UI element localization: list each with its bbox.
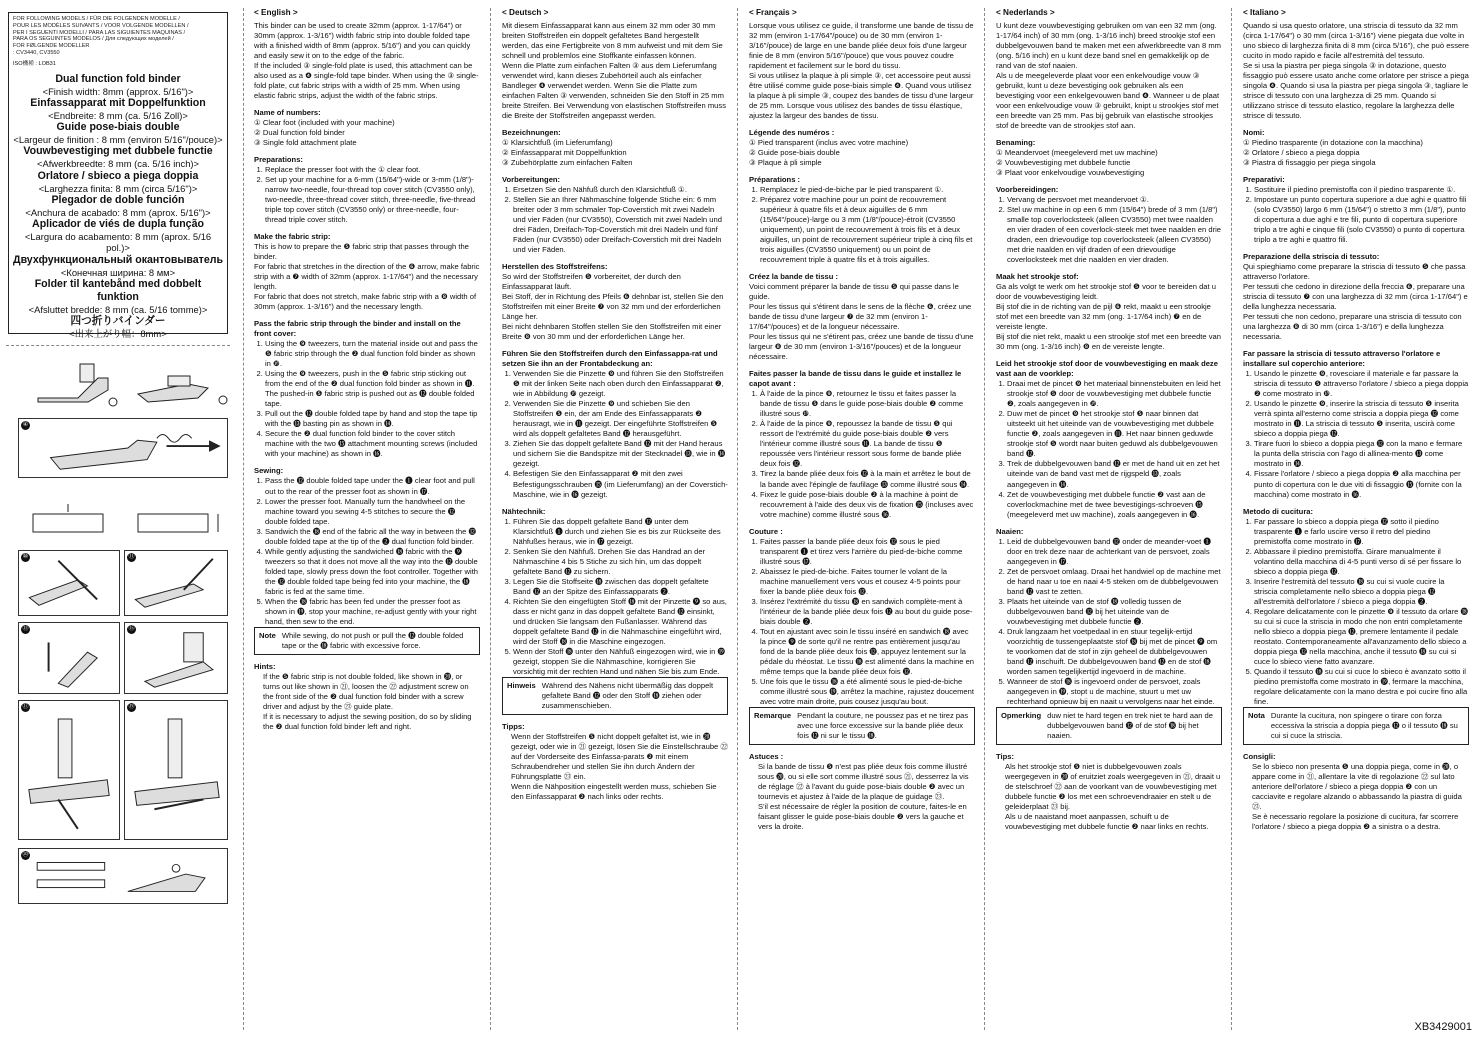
- step-item: 2. Set up your machine for a 6-mm (15/64")-wide or 3-mm (1/8")-narrow two-needle, four-thread top cover stitch (CV3550 only), two-needle, three-thread cover stitch, three-needle, five-thread triple top cover stitch (CV3550 only) or three-needle, four-thread triple cover stitch.: [265, 175, 480, 225]
- section-heading: Voorbereidingen:: [996, 185, 1059, 195]
- step-item: 4. Fixez le guide pose-biais double ❷ à la machine à point de recouvrement à l'aide des deux vis de fixation ⓯ (incluses avec votre machine) comme illustré sous ⓰.: [760, 490, 975, 520]
- step-list: [996, 195, 1222, 265]
- figure-badge: ⑰: [22, 704, 29, 710]
- tweezers-illustration: [19, 551, 119, 615]
- note-label: Note: [259, 630, 276, 640]
- section-heading: Naaien:: [996, 526, 1024, 536]
- part-name: ② Dual function fold binder: [254, 127, 345, 137]
- body-text: Pour les tissus qui s'étirent dans le sens de la flèche ❻, créez une bande de tissu d'une largeur ❼ de 32 mm (environ 1-17/64"/pouces) et de la longueur nécessaire.: [749, 302, 972, 332]
- title-de: Einfassapparat mit Doppelfunktion: [30, 97, 206, 110]
- subtitle-nl: <Afwerkbreedte: 8 mm (ca. 5/16 inch)>: [36, 158, 200, 170]
- figure-11: [124, 550, 228, 616]
- step-item: 4. Fissare l'orlatore / sbieco a piega doppia ❷ alla macchina per punto di copertura con le due viti di fissaggio ⓯ (fornite con la macchina) come mostrato in ⓰.: [1254, 469, 1469, 499]
- section-heading: Pass the fabric strip through the binder and install on the front cover:: [254, 319, 461, 339]
- section-heading: Vorbereitungen:: [502, 175, 561, 185]
- step-list: [254, 165, 480, 225]
- section-heading: Führen Sie den Stoffstreifen durch den Einfassappa-rat und setzen Sie ihn an der Frontabdeckung an:: [502, 349, 718, 369]
- step-item: 5. Wanneer de stof ⓲ is ingevoerd onder de persvoet, zoals aangegeven in ⓳, stopt u de machine, stuurt u met uw rechterhand opnieuw bij en naait u vervolgens naar het einde.: [1007, 677, 1222, 707]
- note-box: [254, 627, 480, 655]
- section-heading: Far passare la striscia di tessuto attraverso l'orlatore e installare sul coperchio anteriore:: [1243, 349, 1441, 369]
- title-ja: 四つ折りバインダー: [70, 314, 166, 327]
- left-divider: [6, 345, 230, 346]
- section-heading: Leid het strookje stof door de vouwbevestiging en maak deze vast aan de voorklep:: [996, 359, 1218, 379]
- step-item: 1. Usando le pinzette ❾, rovesciare il materiale e far passare la striscia di tessuto ❺ attraverso l'orlatore / sbieco a piega doppia ❷ come mostrato in ❿.: [1254, 369, 1469, 399]
- section-heading: Maak het strookje stof:: [996, 272, 1079, 282]
- step-item: 1. Verwenden Sie die Pinzette ❾ und führen Sie den Stoffstreifen ❺ mit der linken Seite nach oben durch den Einfassapparat ❷, wie in Abbildung ❿ gezeigt.: [513, 369, 728, 399]
- body-text: Voici comment préparer la bande de tissu ❺ qui passe dans le guide.: [749, 282, 959, 302]
- note-label: Opmerking: [1001, 710, 1042, 720]
- language-heading: < Nederlands >: [996, 8, 1055, 17]
- part-name: ② Einfassapparat mit Doppelfunktion: [502, 148, 627, 158]
- step-list: [254, 476, 480, 626]
- model-line: PARA OS SEGUINTES MODELOS / Для следующих моделей /: [13, 36, 174, 43]
- binder-illustration: [19, 419, 227, 477]
- body-text: Per tessuti che cedono in direzione della freccia ❻, preparare una striscia di tessuto ❼ con una larghezza di 32 mm (circa 1-17/64") e della lunghezza necessaria.: [1243, 282, 1468, 312]
- section-heading: Metodo di cucitura:: [1243, 506, 1314, 516]
- step-item: 2. Impostare un punto copertura superiore a due aghi e quattro fili (solo CV3550) largo 6 mm (15/64") o stretto 3 mm (1/8"), punto di copertura a due aghi e tre fili, punto di copertura superiore triplo a tre aghi e cinque fili (solo CV3550) o punto di copertura triplo a tre aghi e quattro fili.: [1254, 195, 1469, 245]
- intro-paragraph: If the included ③ single-fold plate is used, this attachment can be also used as a ❹ single-fold tape binder. When using the ③ single-fold plate, cut fabric strips with a width of 25 mm. When using elastic fabric strips, adjust the width of the fabric strips.: [254, 60, 479, 100]
- section-heading: Couture :: [749, 526, 783, 536]
- multilingual-titles: [13, 73, 223, 339]
- nederlands-column: [996, 8, 1222, 1028]
- subtitle-pt: <Largura do acabamento: 8 mm (aprox. 5/16 pol.)>: [24, 231, 212, 254]
- title-nl: Vouwbevestiging met dubbele functie: [23, 145, 213, 158]
- intro-paragraph: Quando si usa questo orlatore, una striscia di tessuto da 32 mm (circa 1-17/64") o 30 mm (circa 1-3/16") viene piegata due volte in uno sbieco di larghezza finita di 8 mm (circa 5/16"), che può essere cucito in modo rapido e facile all'estremità del tessuto.: [1243, 20, 1469, 60]
- step-item: 3. Legen Sie die Stoffseite ⓲ zwischen das doppelt gefaltete Band ⓬ an der Spitze des Einfassapparats ❷.: [513, 577, 728, 597]
- step-item: 3. Inserire l'estremità del tessuto ⓲ su cui si vuole cucire la striscia completamente nello sbieco a doppia piega ⓬ all'estremità dell'orlatore / sbieco a piega doppia ❷.: [1254, 577, 1469, 607]
- part-name: ① Klarsichtfuß (im Lieferumfang): [502, 138, 613, 147]
- note-box: [502, 677, 728, 715]
- step-list: [502, 185, 728, 255]
- step-item: 1. Faites passer la bande pliée deux fois ⓬ sous le pied transparent ❶ et tirez vers l'arrière du pied-de-biche comme illustré sous ⓱.: [760, 537, 975, 567]
- body-text: Bei Stoff, der in Richtung des Pfeils ❻ dehnbar ist, stellen Sie den Stoffstreifen mit einer Breite ❼ von 32 mm und der erforderlichen Länge her.: [502, 292, 724, 322]
- note-box: [749, 707, 975, 745]
- part-name: ① Piedino trasparente (in dotazione con la macchina): [1243, 138, 1423, 147]
- section-heading: Make the fabric strip:: [254, 232, 331, 242]
- body-text: Bei nicht dehnbaren Stoffen stellen Sie den Stoffstreifen mit einer Breite ❽ von 30 mm und der erforderlichen Länge her.: [502, 322, 722, 342]
- step-item: 2. Stel uw machine in op een 6 mm (15/64") brede of 3 mm (1/8") smalle top coverlocksteek (alleen CV3550) met twee naalden en vier draden of een coverlock-steek met twee naalden en drie draden, een drievoudige top coverlocksteek (alleen CV3550) met drie naalden en vijf draden of een drievoudige coverlocksteek met drie naalden en vier draden.: [1007, 205, 1222, 265]
- subtitle-ja: <出来上がり幅：8mm>: [69, 327, 167, 339]
- step-list: [254, 339, 480, 459]
- hint-item: • Als u de naaistand moet aanpassen, schuift u de vouwbevestiging met dubbele functie ❷ naar links en rechts.: [1005, 812, 1222, 832]
- step-item: 1. Remplacez le pied-de-biche par le pied transparent ①.: [760, 185, 975, 195]
- step-item: 4. Zet de vouwbevestiging met dubbele functie ❷ vast aan de coverlockmachine met de twee bevestigings-schroeven ⓯ (meegeleverd met uw machine), zoals aangegeven in ⓰.: [1007, 490, 1222, 520]
- step-item: 4. Regolare delicatamente con le pinzette ❾ il tessuto da orlare ⓲ su cui si cuce la striscia in modo che non entri completamente nello sbieco a doppia piega ⓬, premere lentamente il pedale reostato. Contemporaneamente all'avanzamento dello sbieco a doppia piega ⓬ nella macchina, anche il tessuto ⓲ su cui si cuce lo sbieco viene fatto avanzare.: [1254, 607, 1469, 667]
- section-heading: Bezeichnungen:: [502, 127, 561, 137]
- note-box: [1243, 707, 1469, 745]
- step-list: [502, 517, 728, 677]
- body-text: This is how to prepare the ❺ fabric strip that passes through the binder.: [254, 242, 469, 262]
- model-line: POUR LES MODÈLES SUIVANTS / VOOR VOLGENDE MODELLEN /: [13, 22, 189, 29]
- italiano-column: [1243, 8, 1469, 1028]
- figure-10: [18, 550, 120, 616]
- subtitle-de: <Endbreite: 8 mm (ca. 5/16 Zoll)>: [48, 110, 188, 121]
- step-item: 3. Tirez la bande pliée deux fois ⓬ à la main et arrêtez le bout de la bande avec l'épingle de faufilage ⓭ comme illustré sous ⓮.: [760, 469, 975, 489]
- section-heading: Preparativi:: [1243, 175, 1285, 185]
- step-item: 2. Lower the presser foot. Manually turn the handwheel on the machine toward you sewing 4-5 stitches to secure the ⓬ double folded tape.: [265, 497, 480, 527]
- hint-list: [749, 762, 975, 832]
- step-item: 3. Plaats het uiteinde van de stof ⓲ volledig tussen de dubbelgevouwen band ⓬ bij het uiteinde van de vouwbevestiging met dubbele functie ❷.: [1007, 597, 1222, 627]
- note-label: Hinweis: [507, 680, 536, 690]
- step-item: 5. Quando il tessuto ⓲ su cui si cuce lo sbieco è avanzato sotto il piedino premistoffa come mostrato in ⓳, fermare la macchina, regolare delicatamente con la mano destra e poi cucire fino alla fine.: [1254, 667, 1469, 707]
- sewing-illustration: [19, 701, 119, 839]
- step-item: 4. Secure the ❷ dual function fold binder to the cover stitch machine with the two ⓯ attachment mounting screws (included with your machine) as shown in ⓰.: [265, 429, 480, 459]
- intro-paragraph: This binder can be used to create 32mm (approx. 1-17/64") or 30mm (approx. 1-3/16") width fabric strip into double folded tape with a finished width of 8mm (approx. 5/16") and you can quickly and easily sew it on to the edge of the fabric.: [254, 20, 471, 60]
- figure-badge: ⑲: [128, 704, 135, 710]
- figure-20: [18, 848, 228, 904]
- body-text: Qui spieghiamo come preparare la striscia di tessuto ❺ che passa attraverso l'orlatore.: [1243, 262, 1466, 282]
- subtitle-da: <Afsluttet bredde: 8 mm (ca. 5/16 tomme)>: [28, 303, 208, 315]
- subtitle-es: <Anchura de acabado: 8 mm (aprox. 5/16")>: [25, 206, 211, 218]
- step-item: 1. Replace the presser foot with the ① clear foot.: [265, 165, 480, 175]
- iso-code: ISO機種 : LOB31: [13, 60, 56, 67]
- step-item: 1. À l'aide de la pince ❾, retournez le tissu et faites passer la bande de tissu ❺ dans le guide pose-biais double ❷ comme illustré sous ❿.: [760, 389, 975, 419]
- step-list: [1243, 517, 1469, 707]
- language-heading: < Italiano >: [1243, 8, 1286, 17]
- column-divider: [737, 8, 738, 1030]
- english-column: [254, 8, 480, 1028]
- part-name: ② Orlatore / sbieco a piega doppia: [1243, 148, 1360, 158]
- step-item: 2. Zet de persvoet omlaag. Draai het handwiel op de machine met de hand naar u toe en naai 4-5 steken om de dubbelgevouwen band ⓬ vast te zetten.: [1007, 567, 1222, 597]
- step-item: 1. Ersetzen Sie den Nähfuß durch den Klarsichtfuß ①.: [513, 185, 728, 195]
- title-en: Dual function fold binder: [55, 72, 181, 85]
- step-item: 1. Far passare lo sbieco a doppia piega ⓬ sotto il piedino trasparente ❶ e farlo uscire verso il retro del piedino premistoffa come mostrato in ⓱.: [1254, 517, 1469, 547]
- model-line: : CV3440, CV3550: [13, 50, 60, 57]
- hint-item: • If it is necessary to adjust the sewing position, do so by sliding the ❷ dual function fold binder left and right.: [263, 712, 480, 732]
- body-text: Pour les tissus qui ne s'étirent pas, créez une bande de tissu d'une largeur ❽ de 30 mm (environ 1-3/16"/pouces) et de la longueur nécessaire.: [749, 332, 974, 362]
- hint-list: [996, 762, 1222, 832]
- note-text: Durante la cucitura, non spingere o tirare con forza eccessiva la striscia a doppia piega ⓬ o il tessuto ⓲ su cui si cuce la striscia.: [1270, 710, 1458, 740]
- intro-paragraph: U kunt deze vouwbevestiging gebruiken om van een 32 mm (ong. 1-17/64 inch) of 30 mm (ong. 1-3/16 inch) breed strookje stof een dubbelgevouwen band te maken met een afwerkbreedte van 8 mm (ong. 5/16 inch) en u kunt deze band snel en gemakkelijk op de rand van de stof naaien.: [996, 20, 1221, 70]
- step-item: 3. Tirare fuori lo sbieco a doppia piega ⓬ con la mano e fermare la punta della striscia con l'ago di allinea-mento ⓭ come mostrato in ⓮.: [1254, 439, 1469, 469]
- parts-illustration: [18, 358, 228, 412]
- product-title-box: [8, 12, 228, 339]
- note-label: Remarque: [754, 710, 792, 720]
- section-heading: Preparations:: [254, 155, 303, 165]
- subtitle-en: <Finish width: 8mm (approx. 5/16")>: [42, 85, 194, 97]
- section-heading: Faites passer la bande de tissu dans le guide et installez le capot avant :: [749, 369, 962, 389]
- step-list: [996, 537, 1222, 707]
- body-text: Per tessuti che non cedono, preparare una striscia di tessuto con una larghezza ❽ di 30 mm (circa 1-3/16") e della lunghezza necessaria.: [1243, 312, 1462, 342]
- step-item: 2. Senken Sie den Nähfuß. Drehen Sie das Handrad an der Nähmaschine 4 bis 5 Stiche zu sich hin, um das doppelt gefaltete Band ⓬ zu sichern.: [513, 547, 728, 577]
- figure-badge: ⑬: [22, 626, 29, 632]
- step-item: 4. Druk langzaam het voetpedaal in en stuur tegelijk-ertijd voorzichtig de tussengeplaatste stof ⓲ bij met de pincet ❾ om te voorkomen dat de stof in zijn geheel de dubbelgevouwen band ⓬ inschuift. De dubbelgevouwen band ⓬ en de stof ⓲ worden samen tegelijkertijd ingevoerd in de machine.: [1007, 627, 1222, 677]
- step-item: 1. Führen Sie das doppelt gefaltete Band ⓬ unter dem Klarsichtfuß ❶ durch und ziehen Sie es bis zur Rückseite des Nähfußes heraus, wie in ⓱ gezeigt.: [513, 517, 728, 547]
- title-fr: Guide pose-biais double: [56, 121, 180, 134]
- note-text: Pendant la couture, ne poussez pas et ne tirez pas avec une force excessive sur la bande pliée deux fois ⓬ ni sur le tissu ⓲.: [797, 710, 969, 740]
- part-name: ③ Piastra di fissaggio per piega singola: [1243, 158, 1376, 168]
- part-name: ① Pied transparent (inclus avec votre machine): [749, 138, 909, 147]
- intro-paragraph: Mit diesem Einfassapparat kann aus einem 32 mm oder 30 mm breiten Stoffstreifen ein doppelt gefaltetes Band hergestellt werden, das eine Fertigbreite von 8 mm aufweist und mit dem Sie schnell und problemlos eine Stoffkante einfassen können.: [502, 20, 723, 60]
- step-item: 5. Une fois que le tissu ⓲ a été alimenté sous le pied-de-biche comme illustré sous ⓳, arrêtez la machine, rajustez doucement avec votre main droite, puis cousez jusqu'au bout.: [760, 677, 975, 707]
- step-list: [749, 537, 975, 707]
- push-strip-illustration: [125, 551, 227, 615]
- hint-list: [1243, 762, 1469, 832]
- hint-item: • Se lo sbieco non presenta ❺ una doppia piega, come in ⓴, o appare come in ㉑, allentare la vite di regolazione ㉒ sul lato anteriore dell'orlatore / sbieco a piega doppia ❷ con un cacciavite e regolare alzando o abbassando la piastra di guida ㉓.: [1252, 762, 1469, 812]
- step-item: 5. Wenn der Stoff ⓲ unter den Nähfuß eingezogen wird, wie in ⓳ gezeigt, stoppen Sie die Nähmaschine, korrigieren Sie vorsichtig mit der rechten Hand und nähen Sie bis zum Ende.: [513, 647, 728, 677]
- column-divider: [984, 8, 985, 1030]
- subtitle-fr: <Largeur de finition : 8 mm (environ 5/16"/pouce)>: [13, 134, 223, 146]
- part-name: ③ Plaque à pli simple: [749, 158, 822, 168]
- section-heading: Preparazione della striscia di tessuto:: [1243, 252, 1380, 262]
- section-heading: Hints:: [254, 661, 276, 671]
- step-item: 3. Pull out the ⓬ double folded tape by hand and stop the tape tip with the ⓭ basting pin as shown in ⓮.: [265, 409, 480, 429]
- step-item: 2. Préparez votre machine pour un point de recouvrement supérieur à quatre fils et à deux aiguilles de 6 mm (15/64"/pouce)-large ou 3 mm (1/8"/pouce)-étroit (CV3550 uniquement), un point de recouvrement à trois fils et à deux aiguilles, un point de recouvrement supérieur triple à cinq fils et trois aiguilles (CV3550 uniquement) ou un point de recouvrement triple à quatre fils et à trois aiguilles.: [760, 195, 975, 265]
- step-item: 4. Tout en ajustant avec soin le tissu inséré en sandwich ⓲ avec la pince ❾ de sorte qu'il ne rentre pas entièrement jusqu'au fond de la bande pliée deux fois ⓬, appuyez lentement sur la pédale du rhéostat. Le tissu ⓲ est alimenté dans la machine en même temps que la bande pliée deux fois ⓬.: [760, 627, 975, 677]
- intro-paragraph: Lorsque vous utilisez ce guide, il transforme une bande de tissu de 32 mm (environ 1-17/64"/pouce) ou de 30 mm (environ 1-3/16"/pouce) de large en une bande pliée deux fois d'une largeur finie de 8 mm (environ 5/16"/pouce) que vous pouvez coudre rapidement et facilement sur le bord du tissu.: [749, 20, 974, 70]
- body-text: Ga als volgt te werk om het strookje stof ❺ voor te bereiden dat u door de vouwbevestiging leidt.: [996, 282, 1216, 302]
- step-list: [1243, 369, 1469, 499]
- language-heading: < English >: [254, 8, 298, 17]
- step-item: 2. Using the ❾ tweezers, push in the ❺ fabric strip sticking out from the end of the ❷ dual function fold binder as shown in ⓫. The pushed-in ❺ fabric strip is pushed out as ⓬ double folded tape.: [265, 369, 480, 409]
- step-item: 4. While gently adjusting the sandwiched ⓲ fabric with the ❾ tweezers so that it does not move all the way into the ⓬ double folded tape, slowly press down the foot controller. Together with the ⓬ double folded tape being fed into your machine, the ⓲ fabric is fed at the same time.: [265, 547, 480, 597]
- step-item: 4. Befestigen Sie den Einfassapparat ❷ mit den zwei Befestigungsschrauben ⓯ (im Lieferumfang) an der Coverstich-Maschine, wie in ⓰ gezeigt.: [513, 469, 728, 499]
- hint-list: [502, 732, 728, 802]
- hint-item: • Si la bande de tissu ❺ n'est pas pliée deux fois comme illustré sous ⓴, ou si elle sort comme illustré sous ㉑, desserrez la vis de réglage ㉒ à l'avant du guide pose-biais double ❷ avec un tournevis et ajustez à l'aide de la plaque de guidage ㉓.: [758, 762, 975, 802]
- step-item: 4. Richten Sie den eingefügten Stoff ⓲ mit der Pinzette ❾ so aus, dass er nicht ganz in das doppelt gefaltete Band ⓬ einsinkt, und drücken Sie langsam den Fußanlasser. Während das doppelt gefaltete Band ⓬ in die Nähmaschine eingeführt wird, wird der Stoff ⓲ in die Maschine eingezogen.: [513, 597, 728, 647]
- note-label: Nota: [1248, 710, 1265, 720]
- language-heading: < Français >: [749, 8, 797, 17]
- pull-tape-illustration: [19, 623, 119, 693]
- intro-paragraph: Als u de meegeleverde plaat voor een enkelvoudige vouw ③ gebruikt, kunt u deze bevestiging ook gebruiken als een bevestiging voor een enkelgevouwen band ❹. Wanneer u de plaat voor een enkelvoudige vouw ③ gebruikt, knipt u strookjes stof met een breedte van 25 mm. Pas bij gebruik van elastische strookjes stof de breedte van de strookjes stof aan.: [996, 70, 1220, 130]
- model-list: [13, 16, 223, 57]
- model-line: PER I SEGUENTI MODELLI / PARA LAS SIGUIENTES MAQUINAS /: [13, 29, 186, 36]
- figure-badge: ⑮: [128, 626, 135, 632]
- part-name: ① Meandervoet (meegeleverd met uw machine): [996, 148, 1158, 158]
- language-heading: < Deutsch >: [502, 8, 549, 17]
- section-heading: Consigli:: [1243, 751, 1276, 761]
- step-item: 1. Vervang de persvoet met meandervoet ①.: [1007, 195, 1222, 205]
- note-text: While sewing, do not push or pull the ⓬ double folded tape or the ⓲ fabric with excessive force.: [281, 630, 464, 650]
- section-heading: Name of numbers:: [254, 107, 321, 117]
- step-item: 3. Sandwich the ⓲ end of the fabric all the way in between the ⓬ double folded tape at the tip of the ❷ dual function fold binder.: [265, 527, 480, 547]
- section-heading: Tips:: [996, 751, 1015, 761]
- step-list: [1243, 185, 1469, 245]
- body-text: So wird der Stoffstreifen ❺ vorbereitet, der durch den Einfassapparat läuft.: [502, 272, 681, 292]
- step-list: [996, 379, 1222, 519]
- step-item: 1. Leid de dubbelgevouwen band ⓬ onder de meander-voet ❶ door en trek deze naar de achterkant van de persvoet, zoals aangegeven in ⓱.: [1007, 537, 1222, 567]
- step-item: 5. When the ⓲ fabric has been fed under the presser foot as shown in ⓳, stop your machine, re-adjust gently with your right hand, then sew to the end.: [265, 597, 480, 627]
- part-name: ② Guide pose-biais double: [749, 148, 840, 158]
- step-item: 2. Usando le pinzette ❾, inserire la striscia di tessuto ❺ inserita verrà spinta all'esterno come striscia a doppia piega ⓬ come mostrato in ⓫. La striscia di tessuto ❺ inserita, uscirà come sbieco a doppia piega ⓬.: [1254, 399, 1469, 439]
- fabric-strip-illustration: [18, 500, 228, 540]
- part-name: ③ Zubehörplatte zum einfachen Falten: [502, 158, 633, 168]
- step-item: 1. Draai met de pincet ❾ het materiaal binnenstebuiten en leid het strookje stof ❺ door de vouwbevestiging met dubbele functie ❷, zoals aangegeven in ❿.: [1007, 379, 1222, 409]
- figure-badge: ⑳: [22, 852, 29, 858]
- step-item: 2. À l'aide de la pince ❾, repoussez la bande de tissu ❺ qui ressort de l'extrémité du guide pose-biais double ❷ vers l'intérieur comme illustré sous ⓫. La bande de tissu ❺ repoussée vers l'intérieur ressort sous forme de bande pliée deux fois ⓬.: [760, 419, 975, 469]
- note-text: duw niet te hard tegen en trek niet te hard aan de dubbelgevouwen band ⓬ of de stof ⓲ bij het naaien.: [1047, 710, 1214, 740]
- hint-item: • If the ❺ fabric strip is not double folded, like shown in ⓴, or turns out like shown in ㉑, loosen the ㉒ adjustment screw on the front side of the ❷ dual function fold binder with a screw driver and adjust by the ㉓ guide plate.: [263, 672, 480, 712]
- title-es: Plegador de doble función: [51, 193, 185, 206]
- francais-column: [749, 8, 975, 1028]
- hint-item: • Wenn die Nähposition eingestellt werden muss, schieben Sie den Einfassapparat ❷ nach links oder rechts.: [511, 782, 728, 802]
- section-heading: Astuces :: [749, 751, 784, 761]
- step-item: 3. Insérez l'extrémité du tissu ⓲ en sandwich complète-ment à l'intérieur de la bande pliée deux fois ⓬ au bout du guide pose-biais double ❷.: [760, 597, 975, 627]
- intro-paragraph: Si vous utilisez la plaque à pli simple ③, cet accessoire peut aussi être utilisé comme guide pose-biais simple ❹. Quand vous utilisez la plaque à pli simple ③, coupez des bandes de tissu d'une largeur de 25 mm. Lorsque vous utilisez des bandes de tissu élastique, ajustez la largeur des bandes de tissu.: [749, 70, 974, 120]
- title-pt: Aplicador de viés de dupla função: [32, 218, 204, 231]
- section-heading: Benaming:: [996, 138, 1036, 147]
- hint-item: • Wenn der Stoffstreifen ❺ nicht doppelt gefaltet ist, wie in ⓴ gezeigt, oder wie in ㉑ gezeigt, lösen Sie die Einstellschraube ㉒ auf der Vorderseite des Einfassa-parats ❷ mit einem Schraubendreher und stellen Sie ihn durch Ändern der Führungsplatte ㉓ ein.: [511, 732, 728, 782]
- figure-badge: ⑪: [128, 554, 135, 560]
- figure-15: [124, 622, 228, 694]
- section-heading: Herstellen des Stoffstreifens:: [502, 262, 608, 272]
- mount-illustration: [125, 623, 227, 693]
- figure-badge: ④: [22, 422, 29, 428]
- step-item: 2. Duw met de pincet ❾ het strookje stof ❺ naar binnen dat uitsteekt uit het uiteinde van de vouwbevestiging met dubbele functie ❷, zoals aangegeven in ⓫. Het naar binnen geduwde strookje stof ❺ wordt naar buiten geduwd als dubbelgevouwen band ⓬.: [1007, 409, 1222, 459]
- hint-list: [254, 672, 480, 732]
- figure-4: [18, 418, 228, 478]
- body-text: For fabric that does not stretch, make fabric strip with a ❽ width of 30mm (approx. 1-3/16") and the necessary length.: [254, 292, 477, 312]
- title-ru: Двухфункциональный окантовыватель: [13, 253, 223, 266]
- subtitle-ru: <Конечная ширина: 8 мм>: [60, 266, 176, 278]
- body-text: Bij stof die in de richting van de pijl ❻ rekt, maakt u een strookje stof met een breedte van 32 mm (ong. 1-17/64 inch) ❼ en de vereiste lengte.: [996, 302, 1211, 332]
- hint-item: • Se è necessario regolare la posizione di cucitura, far scorrere l'orlatore / sbieco a piega doppia ❷ a sinistra o a destra.: [1252, 812, 1469, 832]
- hint-item: • S'il est nécessaire de régler la position de couture, faites-le en faisant glisser le guide pose-biais double ❷ vers la gauche et vers la droite.: [758, 802, 975, 832]
- step-item: 2. Abbassare il piedino premistoffa. Girare manualmente il volantino della macchina di 4-5 punti verso di sé per fissare lo sbieco a doppia piega ⓬.: [1254, 547, 1469, 577]
- step-item: 1. Pass the ⓬ double folded tape under the ❶ clear foot and pull out to the rear of the presser foot as shown in ⓱.: [265, 476, 480, 496]
- figure-parts: [18, 358, 228, 412]
- title-it: Orlatore / sbieco a piega doppia: [37, 169, 199, 182]
- model-line: FOR FOLLOWING MODELS / FÜR DIE FOLGENDEN MODELLE /: [13, 16, 180, 22]
- body-text: For fabric that stretches in the direction of the ❻ arrow, make fabric strip with a ❼ width of 32mm (approx. 1-17/64") and the necessary length.: [254, 262, 480, 292]
- note-text: Während des Nähens nicht übermäßig das doppelt gefaltete Band ⓬ oder den Stoff ⓲ ziehen oder zusammenschieben.: [541, 680, 714, 710]
- figure-13: [18, 622, 120, 694]
- step-list: [502, 369, 728, 499]
- step-list: [749, 185, 975, 265]
- column-divider: [1231, 8, 1232, 1030]
- section-heading: Nomi:: [1243, 127, 1265, 137]
- column-divider: [243, 8, 244, 1030]
- adjustment-illustration: [19, 849, 227, 903]
- step-item: 3. Ziehen Sie das doppelt gefaltete Band ⓬ mit der Hand heraus und sichern Sie die Bandspitze mit der Stecknadel ⓭, wie in ⓮ gezeigt.: [513, 439, 728, 469]
- section-heading: Sewing:: [254, 466, 284, 476]
- model-line: FOR FØLGENDE MODELLER: [13, 43, 90, 50]
- title-da: Folder til kantebånd med dobbelt funktion: [34, 277, 202, 303]
- part-name: ③ Plaat voor enkelvoudige vouwbevestiging: [996, 168, 1145, 178]
- section-heading: Nähtechnik:: [502, 506, 546, 516]
- step-item: 1. Sostituire il piedino premistoffa con il piedino trasparente ①.: [1254, 185, 1469, 195]
- step-item: 1. Using the ❾ tweezers, turn the material inside out and pass the ❺ fabric strip through the ❷ dual function fold binder as shown in ❿.: [265, 339, 480, 369]
- figure-19: [124, 700, 228, 840]
- step-item: 2. Abaissez le pied-de-biche. Faites tourner le volant de la machine manuellement vers vous et cousez 4-5 points pour fixer la bande pliée deux fois ⓬.: [760, 567, 975, 597]
- section-heading: Légende des numéros :: [749, 127, 835, 137]
- body-text: Bij stof die niet rekt, maakt u een strookje stof met een breedte van 30 mm (ong. 1-3/16 inch) ❽ en de vereiste lengte.: [996, 332, 1221, 352]
- subtitle-it: <Larghezza finita: 8 mm (circa 5/16")>: [38, 182, 198, 194]
- part-name: ② Vouwbevestiging met dubbele functie: [996, 158, 1131, 168]
- figure-17: [18, 700, 120, 840]
- intro-paragraph: Se si usa la piastra per piega singola ③ in dotazione, questo fissaggio può essere usato anche come orlatore per strisce a piega singola ❹. Quando si usa la piastra per piega singola ③, tagliare le strisce di tessuto con una larghezza di 25 mm. Quando si utilizzano strisce di tessuto elastico, regolare la larghezza delle strisce di tessuto.: [1243, 60, 1469, 120]
- step-list: [749, 389, 975, 519]
- document-code: XB3429001: [1414, 1021, 1472, 1033]
- section-heading: Préparations :: [749, 175, 801, 185]
- step-item: 3. Trek de dubbelgevouwen band ⓬ er met de hand uit en zet het uiteinde van de band vast met de rijgspeld ⓭, zoals aangegeven in ⓮.: [1007, 459, 1222, 489]
- intro-paragraph: Wenn die Platte zum einfachen Falten ③ aus dem Lieferumfang verwendet wird, kann dieses Zubehörteil auch als einfacher Bandleger ❹ verwendet werden. Wenn Sie die Platte zum einfachen Falten ③ verwenden, schneiden Sie den Stoff in 25 mm breite Streifen. Bei Verwendung von elastischen Stoffstreifen muss die Breite der Stoffstreifen angepasst werden.: [502, 60, 727, 120]
- step-item: 2. Stellen Sie an Ihrer Nähmaschine folgende Stiche ein: 6 mm breiter oder 3 mm schmaler Top-Coverstich mit zwei Nadeln und vier Fäden (nur CV3550), Coverstich mit zwei Nadeln und drei Fäden, Dreifach-Top-Coverstich mit drei Nadeln und fünf Fäden (nur CV3550) oder Dreifach-Coverstich mit drei Nadeln und vier Fäden.: [513, 195, 728, 255]
- part-name: ③ Single fold attachment plate: [254, 138, 357, 147]
- feeding-illustration: [125, 701, 227, 839]
- note-box: [996, 707, 1222, 745]
- section-heading: Créez la bande de tissu :: [749, 272, 839, 282]
- step-item: 2. Verwenden Sie die Pinzette ❾ und schieben Sie den Stoffstreifen ❺ ein, der am Ende des Einfassapparats ❷ herausragt, wie in ⓫ gezeigt. Der eingeführte Stoffstreifen ❺ wird als doppelt gefaltetes Band ⓬ herausgeführt.: [513, 399, 728, 439]
- figure-badge: ⑩: [22, 554, 29, 560]
- section-heading: Tipps:: [502, 721, 525, 731]
- column-divider: [490, 8, 491, 1030]
- deutsch-column: [502, 8, 728, 1028]
- hint-item: • Als het strookje stof ❺ niet is dubbelgevouwen zoals weergegeven in ⓴ of eruitziet zoals weergegeven in ㉑, draait u de stelschroef ㉒ aan de voorkant van de vouwbevestiging met dubbele functie ❷ los met een schroevendraaier en stelt u de geleiderplaat ㉓ bij.: [1005, 762, 1222, 812]
- part-name: ① Clear foot (included with your machine): [254, 117, 395, 127]
- figure-strip: [18, 500, 228, 540]
